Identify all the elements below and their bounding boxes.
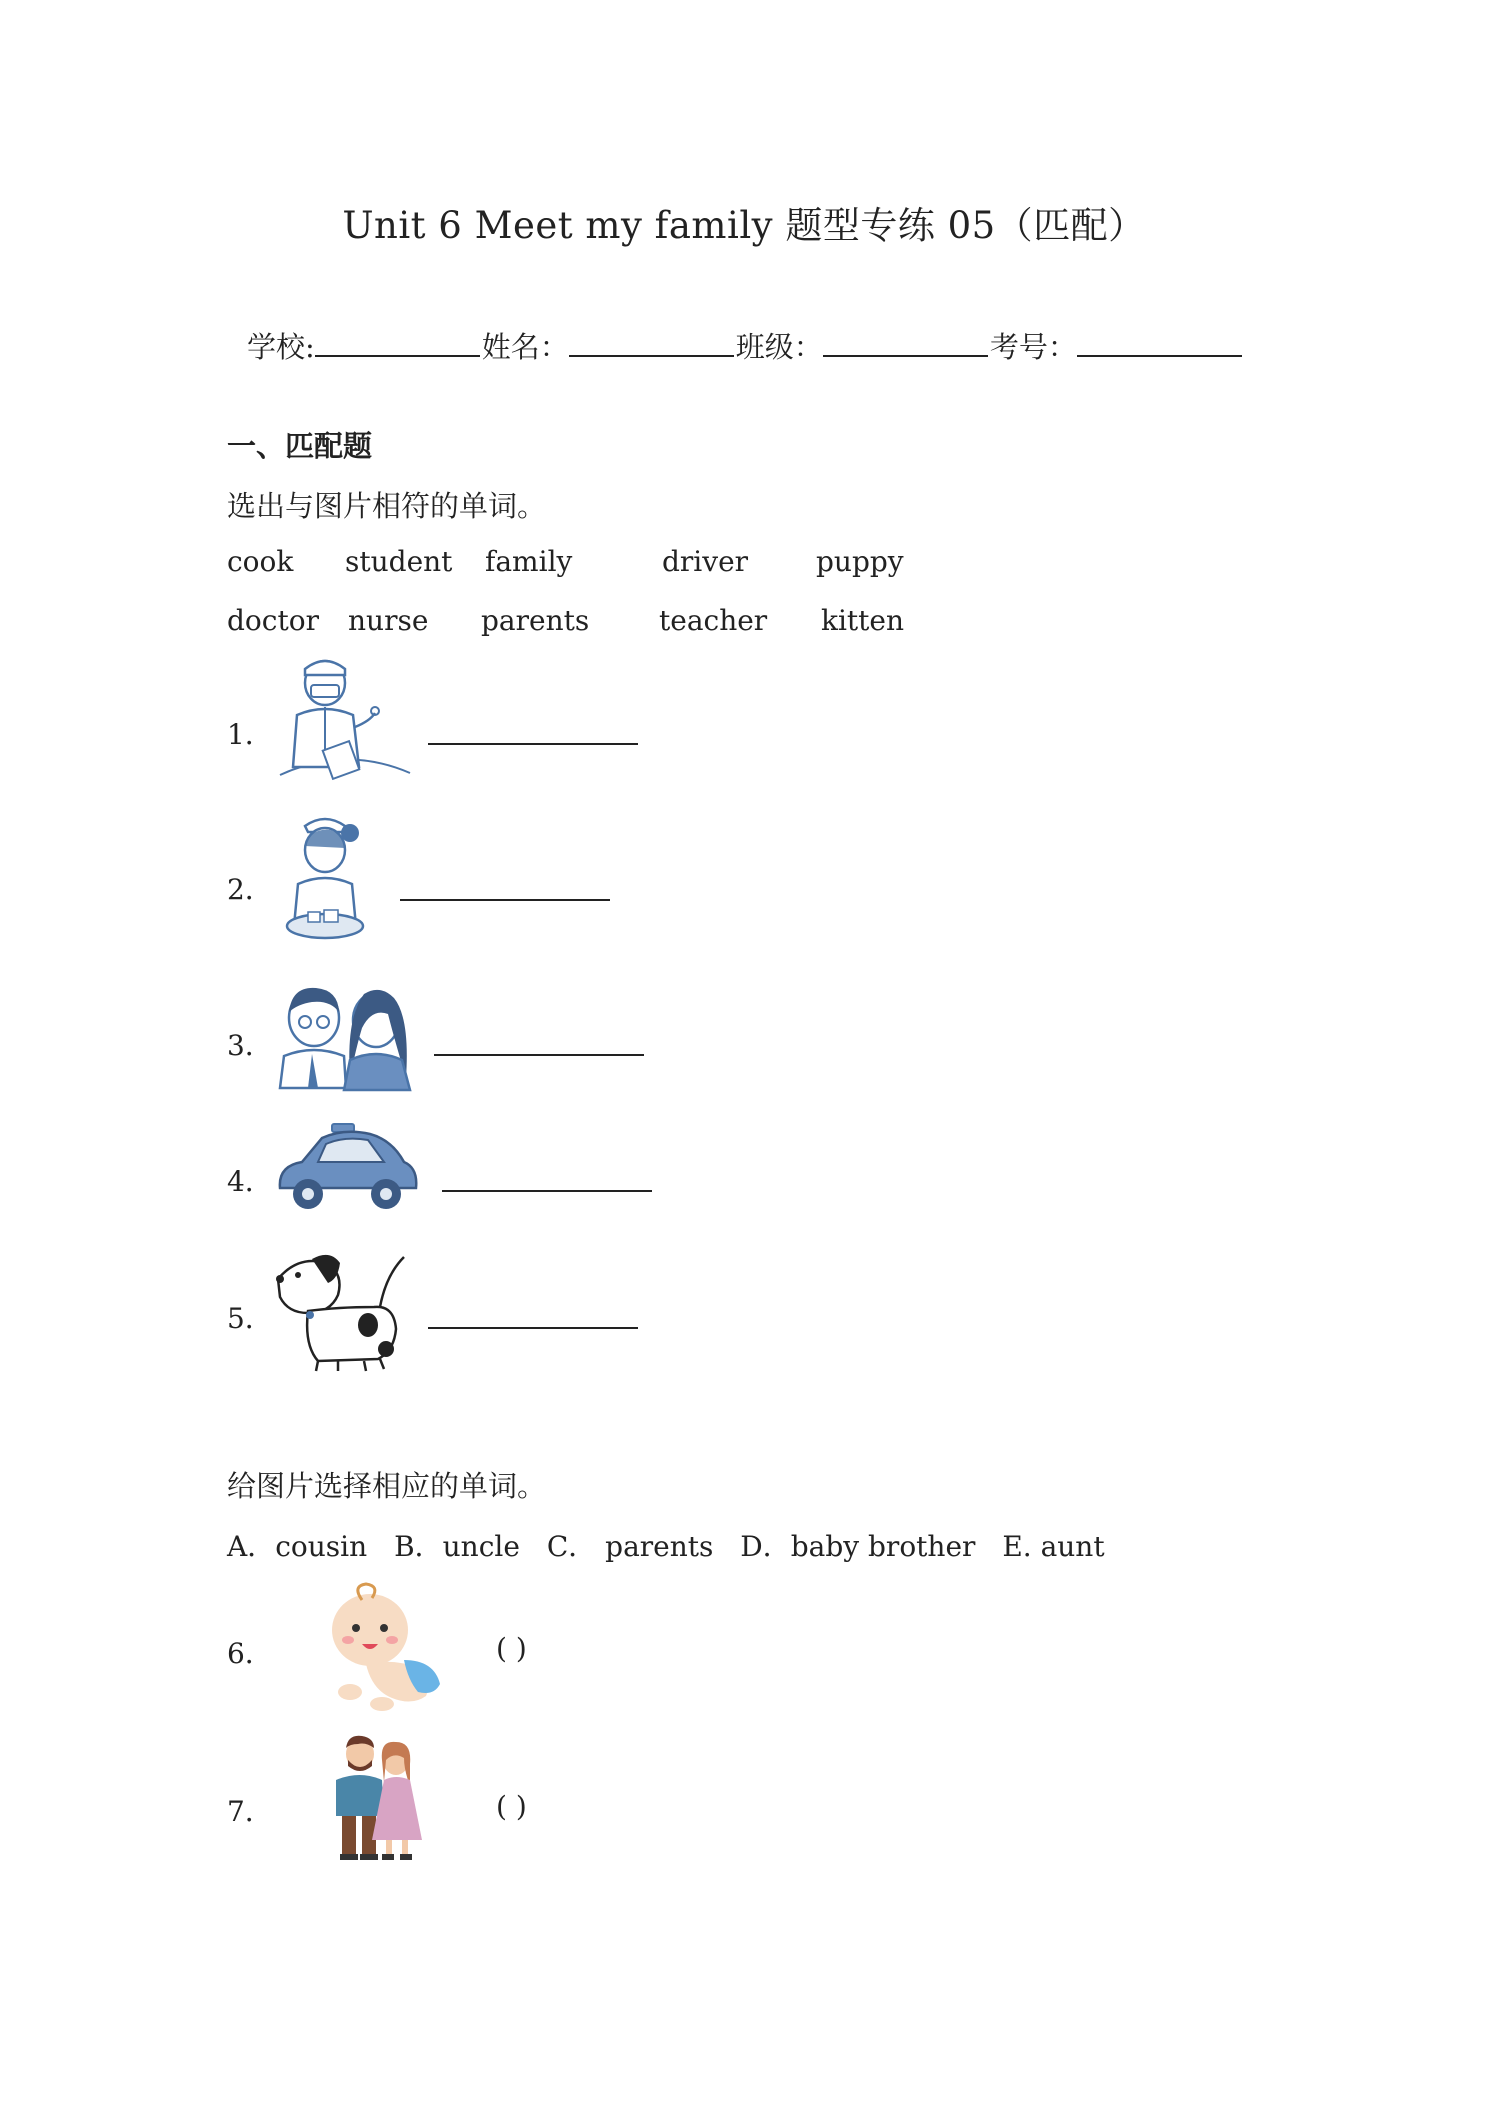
- question-number: 6．: [227, 1637, 273, 1670]
- answer-parentheses[interactable]: ( ): [496, 1632, 527, 1665]
- school-blank[interactable]: [315, 329, 480, 357]
- word-bank-word: teacher: [659, 604, 768, 637]
- question-number: 4．: [227, 1165, 273, 1198]
- question-number: 1．: [227, 718, 273, 751]
- word-bank-word: nurse: [348, 604, 429, 637]
- number-blank[interactable]: [1077, 329, 1242, 357]
- word-bank-word: driver: [662, 545, 749, 578]
- page-title: Unit 6 Meet my family 题型专练 05（匹配）: [342, 204, 1146, 247]
- answer-parentheses[interactable]: ( ): [496, 1790, 527, 1823]
- word-bank-word: kitten: [821, 604, 905, 637]
- school-label: 学校:: [247, 330, 315, 364]
- doctor-icon: [275, 655, 415, 795]
- word-bank-word: cook: [227, 545, 294, 578]
- question-number: 5．: [227, 1302, 273, 1335]
- question-number: 3．: [227, 1029, 273, 1062]
- option-d: D．baby brother: [740, 1530, 976, 1563]
- name-label: 姓名：: [481, 330, 569, 364]
- answer-line[interactable]: [400, 897, 610, 901]
- options-row: [227, 1525, 1123, 1565]
- answer-line[interactable]: [428, 1325, 638, 1329]
- section-heading: 一、匹配题: [227, 429, 373, 463]
- section2-instruction: 给图片选择相应的单词。: [227, 1469, 547, 1503]
- word-bank-word: puppy: [816, 545, 904, 578]
- answer-line[interactable]: [428, 741, 638, 745]
- baby-icon: [322, 1580, 447, 1712]
- option-b: B．uncle: [394, 1530, 520, 1563]
- answer-line[interactable]: [434, 1052, 644, 1056]
- word-bank-word: family: [485, 545, 573, 578]
- word-bank-row-2: [227, 604, 927, 644]
- question-number: 7．: [227, 1795, 273, 1828]
- class-blank[interactable]: [823, 329, 988, 357]
- number-label: 考号：: [989, 330, 1077, 364]
- name-blank[interactable]: [569, 329, 734, 357]
- option-c: C． parents: [546, 1530, 714, 1563]
- word-bank-word: doctor: [227, 604, 319, 637]
- puppy-icon: [268, 1245, 416, 1373]
- word-bank-word: parents: [481, 604, 590, 637]
- word-bank-word: student: [345, 545, 453, 578]
- question-number: 2．: [227, 873, 273, 906]
- answer-line[interactable]: [442, 1188, 652, 1192]
- student-info-row: [247, 325, 1244, 366]
- option-e: E. aunt: [1002, 1530, 1105, 1563]
- nurse-icon: [280, 808, 390, 953]
- parents-icon: [272, 978, 422, 1093]
- word-bank-row-1: [227, 545, 927, 585]
- couple-icon: [330, 1730, 430, 1865]
- class-label: 班级：: [735, 330, 823, 364]
- option-a: A．cousin: [227, 1530, 368, 1563]
- section1-instruction: 选出与图片相符的单词。: [227, 489, 547, 523]
- taxi-car-icon: [272, 1118, 422, 1218]
